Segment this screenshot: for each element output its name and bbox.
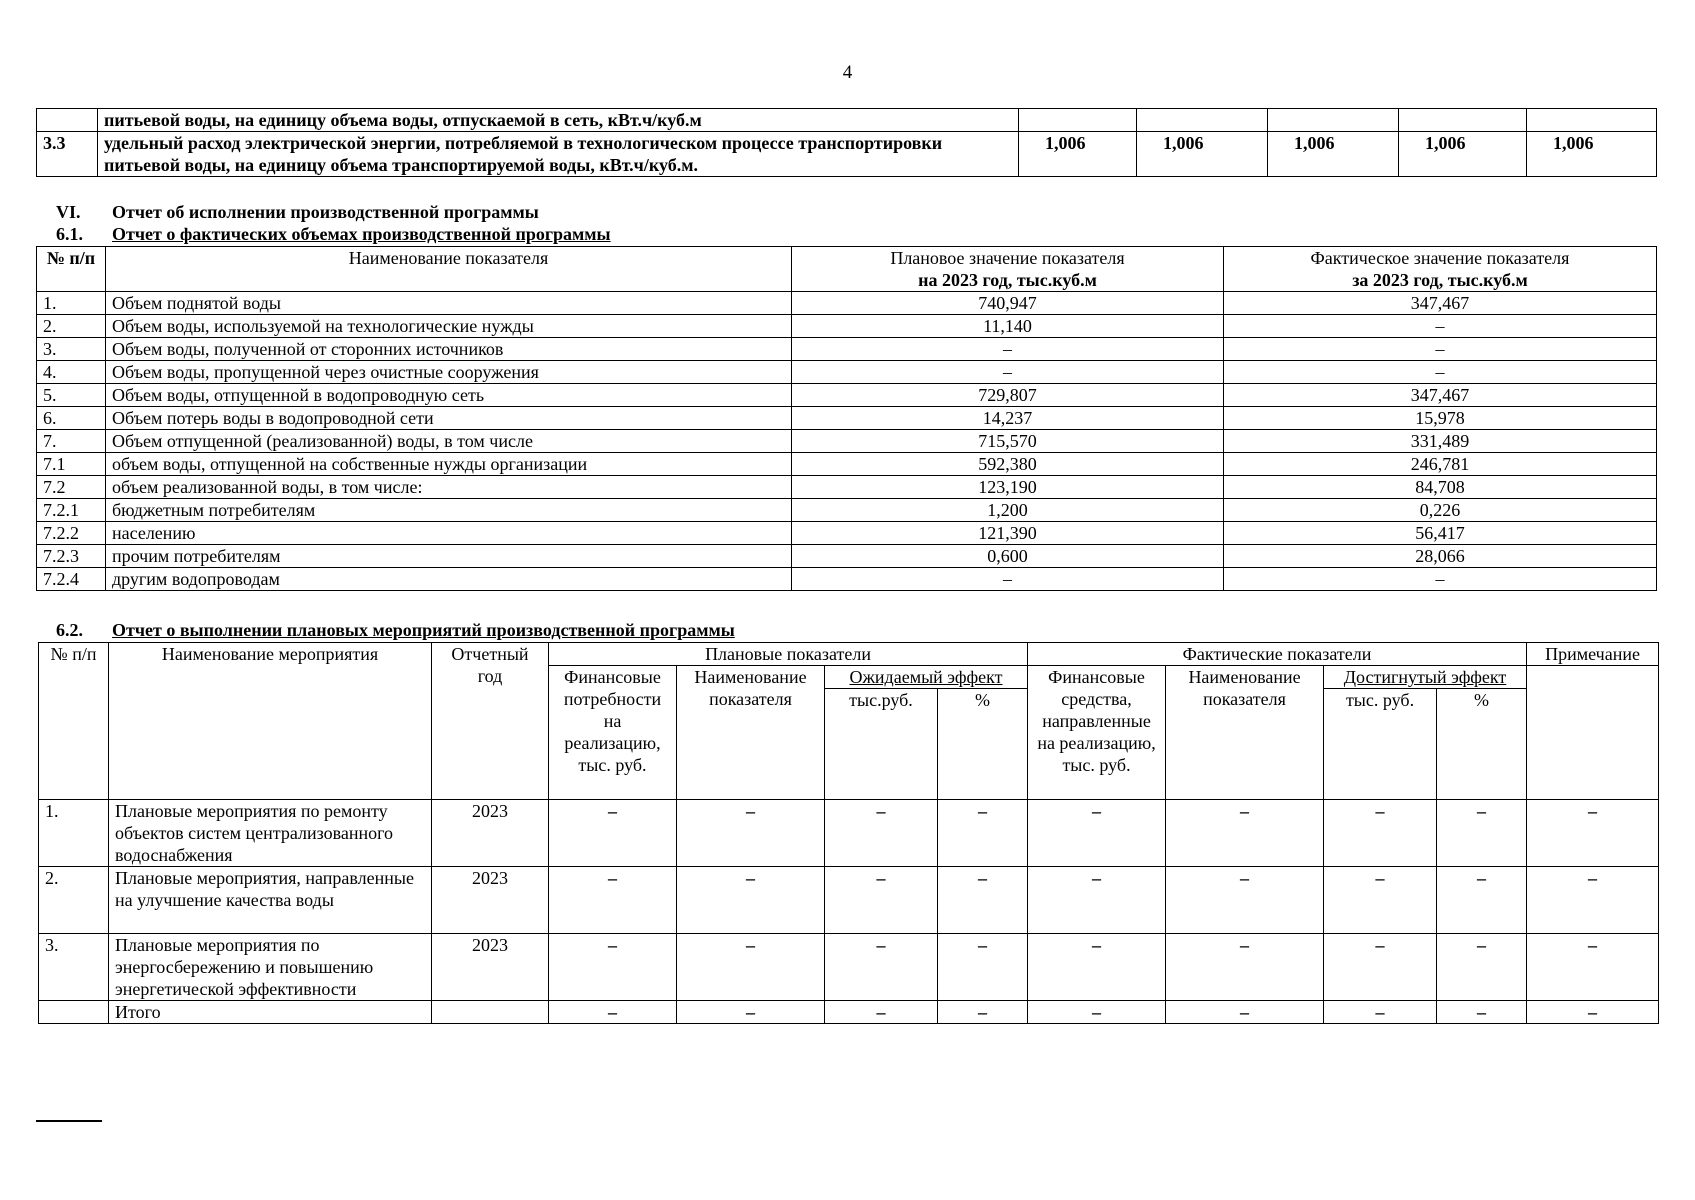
value-cell: – [1166, 800, 1324, 867]
total-value-cell: – [1166, 1001, 1324, 1024]
plan-value-cell: – [792, 338, 1224, 361]
column-header-fact-effect: Достигнутый эффект [1324, 666, 1527, 689]
section-heading [56, 202, 539, 222]
num-cell: 7.2.2 [37, 522, 106, 545]
table-row [39, 867, 1659, 934]
total-value-cell: – [549, 1001, 677, 1024]
value-cell: – [938, 867, 1028, 934]
indicator-name-cell: объем воды, отпущенной на собственные нужды организации [106, 453, 792, 476]
value-cell: – [1324, 800, 1437, 867]
indicator-name-cell: Объем поднятой воды [106, 292, 792, 315]
value-cell: – [677, 934, 825, 1001]
table-row [37, 522, 1657, 545]
plan-value-cell: 1,200 [792, 499, 1224, 522]
plan-value-cell: – [792, 361, 1224, 384]
activity-name-cell: Плановые мероприятия по ремонту объектов систем централизованного водоснабжения [109, 800, 432, 867]
column-header-name: Наименование мероприятия [109, 643, 432, 800]
value-cell: – [825, 867, 938, 934]
indicator-name-cell: населению [106, 522, 792, 545]
fact-value-cell: 347,467 [1224, 292, 1657, 315]
table-header-row [39, 643, 1659, 666]
table-row [37, 476, 1657, 499]
table-row [37, 499, 1657, 522]
value-cell: – [1437, 800, 1527, 867]
fact-value-cell: – [1224, 568, 1657, 591]
value-cell: 1,006 [1137, 132, 1268, 177]
column-header-plan: Плановое значение показателя на 2023 год, тыс.куб.м [792, 247, 1224, 292]
num-cell: 1. [39, 800, 109, 867]
year-cell: 2023 [432, 800, 549, 867]
total-value-cell: – [1028, 1001, 1166, 1024]
plan-value-cell: 715,570 [792, 430, 1224, 453]
column-header-year: Отчетный год [432, 643, 549, 800]
column-header-plan-rub: тыс.руб. [825, 689, 938, 800]
year-cell: 2023 [432, 867, 549, 934]
num-cell [37, 109, 98, 132]
plan-value-cell: 729,807 [792, 384, 1224, 407]
column-header-fact: Фактическое значение показателя за 2023 год, тыс.куб.м [1224, 247, 1657, 292]
table-row [37, 430, 1657, 453]
total-value-cell: – [825, 1001, 938, 1024]
footnote-divider [36, 1120, 102, 1122]
num-cell: 7. [37, 430, 106, 453]
plan-value-cell: 121,390 [792, 522, 1224, 545]
energy-consumption-table [36, 108, 1657, 177]
section-title: Отчет о выполнении плановых мероприятий производственной программы [112, 620, 735, 640]
fact-value-cell: 84,708 [1224, 476, 1657, 499]
column-header-plan-pct: % [938, 689, 1028, 800]
value-cell: – [677, 867, 825, 934]
plan-value-cell: 123,190 [792, 476, 1224, 499]
column-header-plan-indicator: Наименование показателя [677, 666, 825, 800]
column-header-num: № п/п [37, 247, 106, 292]
value-cell: – [549, 867, 677, 934]
num-cell: 7.1 [37, 453, 106, 476]
value-cell: 1,006 [1527, 132, 1657, 177]
num-cell: 5. [37, 384, 106, 407]
num-cell: 2. [39, 867, 109, 934]
table-row [39, 800, 1659, 867]
section-title: Отчет об исполнении производственной программы [112, 202, 539, 222]
table-row [37, 315, 1657, 338]
table-header-row [37, 247, 1657, 292]
num-cell: 3. [39, 934, 109, 1001]
fact-value-cell: 15,978 [1224, 407, 1657, 430]
plan-value-cell: 14,237 [792, 407, 1224, 430]
total-value-cell: – [677, 1001, 825, 1024]
value-cell: 1,006 [1399, 132, 1527, 177]
table-row [37, 338, 1657, 361]
value-cell: – [1324, 934, 1437, 1001]
plan-value-cell: 592,380 [792, 453, 1224, 476]
value-cell: – [938, 800, 1028, 867]
value-cell: – [1028, 934, 1166, 1001]
table-row [37, 109, 1657, 132]
section-number: 6.2. [56, 620, 83, 640]
value-cell: – [938, 934, 1028, 1001]
year-cell: 2023 [432, 934, 549, 1001]
value-cell: – [549, 934, 677, 1001]
num-cell: 7.2 [37, 476, 106, 499]
table-row [37, 132, 1657, 177]
value-cell: – [677, 800, 825, 867]
value-cell: – [1166, 867, 1324, 934]
production-volumes-table [36, 246, 1657, 591]
indicator-name-cell: Объем воды, полученной от сторонних источников [106, 338, 792, 361]
fact-value-cell: – [1224, 315, 1657, 338]
indicator-name-cell: питьевой воды, на единицу объема воды, отпускаемой в сеть, кВт.ч/куб.м [98, 109, 1019, 132]
value-cell: – [825, 934, 938, 1001]
column-header-fact-pct: % [1437, 689, 1527, 800]
section-number: 6.1. [56, 224, 83, 244]
value-cell: – [1028, 867, 1166, 934]
value-cell: – [1437, 934, 1527, 1001]
fact-value-cell: 246,781 [1224, 453, 1657, 476]
plan-value-cell: 740,947 [792, 292, 1224, 315]
indicator-name-cell: Объем потерь воды в водопроводной сети [106, 407, 792, 430]
num-cell: 6. [37, 407, 106, 430]
value-cell: – [1437, 867, 1527, 934]
plan-value-cell: 11,140 [792, 315, 1224, 338]
value-cell: – [1527, 800, 1659, 867]
plan-value-cell: – [792, 568, 1224, 591]
column-header-fact-rub: тыс. руб. [1324, 689, 1437, 800]
column-header-fact-financing: Финансовые средства, направленные на реализацию, тыс. руб. [1028, 666, 1166, 800]
page-number: 4 [842, 62, 853, 83]
indicator-name-cell: Объем воды, используемой на технологические нужды [106, 315, 792, 338]
table-row [37, 545, 1657, 568]
value-cell: – [1324, 867, 1437, 934]
total-label: Итого [109, 1001, 432, 1024]
value-cell: – [1028, 800, 1166, 867]
section-heading [56, 224, 611, 244]
indicator-name-cell: объем реализованной воды, в том числе: [106, 476, 792, 499]
total-value-cell: – [938, 1001, 1028, 1024]
value-cell: 1,006 [1268, 132, 1399, 177]
column-header-name: Наименование показателя [106, 247, 792, 292]
table-row [37, 568, 1657, 591]
total-row [39, 1001, 1659, 1024]
column-header-num: № п/п [39, 643, 109, 800]
column-header-planned: Плановые показатели [549, 643, 1028, 666]
value-cell: – [825, 800, 938, 867]
total-value-cell: – [1437, 1001, 1527, 1024]
table-row [37, 292, 1657, 315]
num-cell: 1. [37, 292, 106, 315]
indicator-name-cell: другим водопроводам [106, 568, 792, 591]
indicator-name-cell: Объем воды, отпущенной в водопроводную сеть [106, 384, 792, 407]
fact-value-cell: 331,489 [1224, 430, 1657, 453]
num-cell: 3. [37, 338, 106, 361]
num-cell: 2. [37, 315, 106, 338]
plan-value-cell: 0,600 [792, 545, 1224, 568]
indicator-name-cell: удельный расход электрической энергии, потребляемой в технологическом процессе транспортировки питьевой воды, на единицу объема транспортируемой воды, кВт.ч/куб.м. [98, 132, 1019, 177]
activity-name-cell: Плановые мероприятия по энергосбережению и повышению энергетической эффективности [109, 934, 432, 1001]
indicator-name-cell: прочим потребителям [106, 545, 792, 568]
value-cell: 1,006 [1019, 132, 1137, 177]
num-cell: 3.3 [37, 132, 98, 177]
table-row [37, 361, 1657, 384]
fact-value-cell: 56,417 [1224, 522, 1657, 545]
table-row [37, 384, 1657, 407]
indicator-name-cell: бюджетным потребителям [106, 499, 792, 522]
num-cell: 7.2.3 [37, 545, 106, 568]
column-header-plan-effect: Ожидаемый эффект [825, 666, 1028, 689]
fact-value-cell: – [1224, 361, 1657, 384]
planned-activities-table [38, 642, 1659, 1024]
table-row [37, 453, 1657, 476]
indicator-name-cell: Объем отпущенной (реализованной) воды, в том числе [106, 430, 792, 453]
column-header-plan-financing: Финансовые потребности на реализацию, тыс. руб. [549, 666, 677, 800]
total-value-cell: – [1527, 1001, 1659, 1024]
section-number: VI. [56, 202, 81, 222]
num-cell: 7.2.4 [37, 568, 106, 591]
column-header-fact-indicator: Наименование показателя [1166, 666, 1324, 800]
activity-name-cell: Плановые мероприятия, направленные на улучшение качества воды [109, 867, 432, 934]
indicator-name-cell: Объем воды, пропущенной через очистные сооружения [106, 361, 792, 384]
table-row [37, 407, 1657, 430]
table-row [39, 934, 1659, 1001]
section-heading [56, 620, 735, 640]
value-cell: – [549, 800, 677, 867]
total-value-cell: – [1324, 1001, 1437, 1024]
value-cell: – [1527, 934, 1659, 1001]
column-header-note: Примечание [1527, 643, 1659, 666]
fact-value-cell: 28,066 [1224, 545, 1657, 568]
section-title: Отчет о фактических объемах производственной программы [112, 224, 611, 244]
fact-value-cell: 0,226 [1224, 499, 1657, 522]
num-cell: 4. [37, 361, 106, 384]
fact-value-cell: – [1224, 338, 1657, 361]
value-cell: – [1166, 934, 1324, 1001]
column-header-actual: Фактические показатели [1028, 643, 1527, 666]
fact-value-cell: 347,467 [1224, 384, 1657, 407]
value-cell: – [1527, 867, 1659, 934]
num-cell: 7.2.1 [37, 499, 106, 522]
